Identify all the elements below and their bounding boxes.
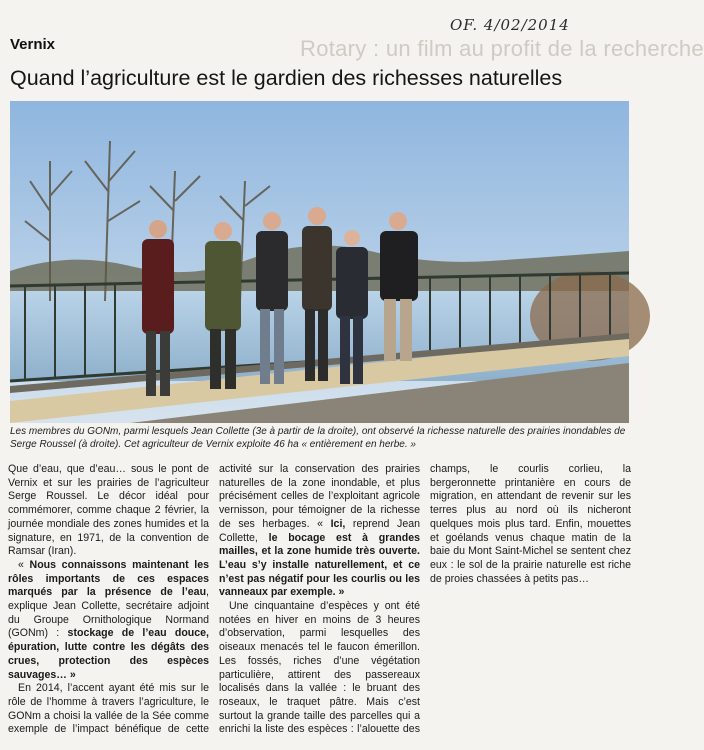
article-paragraph: Que d’eau, que d’eau… sous le pont de Vernix et sur les prairies de l’agriculteur Serge Roussel. Le décor idéal pour commémorer, comme chaque 2 février, la journée mondiale des zones humides et la signature, en 1971, de la convention de Ramsar (Iran). [8, 463, 209, 558]
quote-open: « [18, 558, 30, 571]
section-rubric: Vernix [10, 36, 56, 53]
quote-bold: Ici, [330, 517, 346, 530]
article-text: En 2014, l’accent ayant été mis sur le rôle de l’homme à travers l’agriculture, le GONm a choisi la vallée de la Sée comme exemple de l’impact bénéfique de cette activité sur la conservation des prairies naturelles de la zone inondable, et plus précisément celles de l’exploitant agricole vernisson, pour témoigner de la richesse de ses herbages. « [8, 463, 420, 736]
quote-text: , explique Jean Collette, secrétaire adjoint du Groupe Ornithologique Normand (GONm) : [8, 586, 209, 640]
article-headline: Quand l’agriculture est le gardien des richesses naturelles [10, 66, 563, 90]
quote-bold: stockage de l’eau douce, épuration, lutte contre les dégâts des crues, protection des espèces sauvages… » [8, 627, 209, 681]
photo-illustration [10, 101, 629, 423]
photo-caption: Les membres du GONm, parmi lesquels Jean Collette (3e à partir de la droite), ont observé la richesse naturelle des prairies inondables de Serge Roussel (à droite). Cet agriculteur de Vernix exploite 46 ha « entièrement en herbe. » [10, 426, 626, 450]
article-body [8, 463, 631, 745]
quote-bold: Nous connaissons maintenant les rôles importants de ces espaces marqués par la présence de l’eau [8, 558, 209, 599]
quote-bold: le bocage est à grandes mailles, et la zone humide très ouverte. L’eau s’y installe naturellement, et ce n’est pas négatif pour les courlis ou les vanneaux par exemple. » [219, 531, 420, 599]
article-photo [10, 101, 629, 423]
article-paragraph [8, 559, 209, 682]
bleed-through-headline: Rotary : un film au profit de la recherche [300, 36, 704, 61]
article-paragraph: Une cinquantaine d’espèces y ont été notées en hiver en moins de 3 heures d’observation, parmi lesquelles des oiseaux menacés tel le faucon émerillon. Les fossés, riches d’une végétation particulière, attirent des passereaux localisés dans la vallée : le bruant des roseaux, le traquet pâtre. Mais c’est surtout la grande taille des parcelles qui a enrichi la liste des espèces : l’alouette des champs, le courlis corlieu, la bergeronnette printanière en cours de migration, en attendant de revenir sur les terres plus au nord où ils nicheront quelques mois plus tard. Enfin, mouettes et goélands venus chaque matin de la baie du Mont Saint-Michel se sentent chez eux : le sol de la prairie naturelle est riche de proies chassées à petits pas… [219, 463, 631, 736]
handwritten-clipping-note: OF. 4/02/2014 [450, 16, 570, 34]
article-column-1 [8, 463, 631, 745]
article-text: reprend Jean Collette, [219, 517, 420, 544]
